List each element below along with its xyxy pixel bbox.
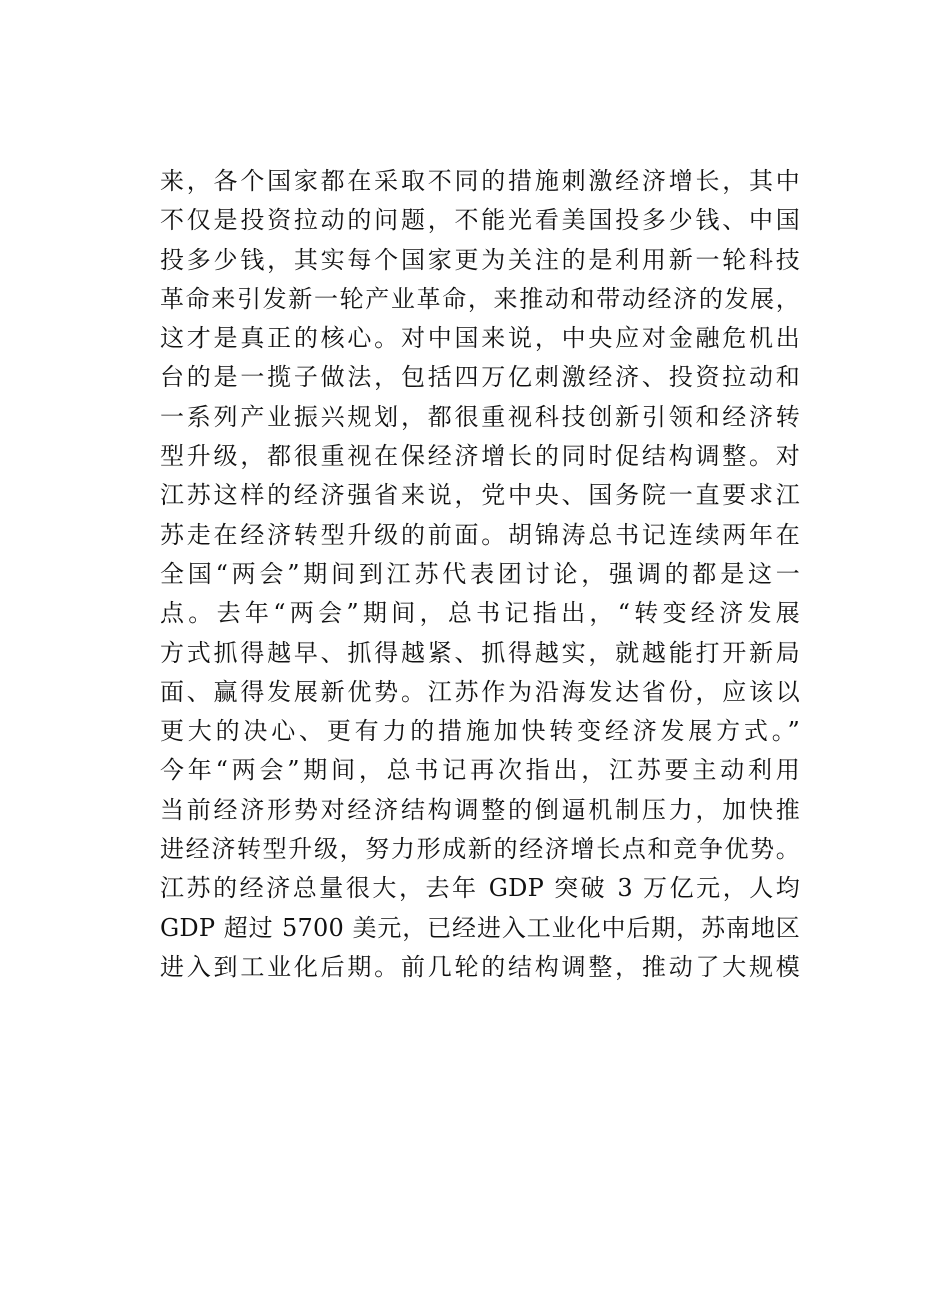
text-line: 江苏的经济总量很大，去年 GDP 突破 3 万亿元，人均	[160, 874, 800, 903]
text-line: 今年“两会”期间，总书记再次指出，江苏要主动利用	[160, 756, 800, 785]
text-line: 来，各个国家都在采取不同的措施刺激经济增长，其中	[160, 167, 800, 195]
text-line: 点。去年“两会”期间，总书记指出，“转变经济发展	[160, 599, 800, 628]
text-line: 进经济转型升级，努力形成新的经济增长点和竞争优势。	[160, 835, 800, 864]
text-line: 更大的决心、更有力的措施加快转变经济发展方式。”	[160, 717, 800, 746]
text-line: 型升级，都很重视在保经济增长的同时促结构调整。对	[160, 442, 800, 471]
text-line: 进入到工业化后期。前几轮的结构调整，推动了大规模	[160, 952, 800, 981]
text-line: 这才是真正的核心。对中国来说，中央应对金融危机出	[160, 324, 800, 353]
text-line: 江苏这样的经济强省来说，党中央、国务院一直要求江	[160, 481, 800, 510]
text-line: 不仅是投资拉动的问题，不能光看美国投多少钱、中国	[160, 206, 800, 235]
body-text	[160, 162, 800, 987]
text-line: 一系列产业振兴规划，都很重视科技创新引领和经济转	[160, 402, 800, 431]
text-line: 革命来引发新一轮产业革命，来推动和带动经济的发展，	[160, 284, 800, 313]
text-line: 台的是一揽子做法，包括四万亿刺激经济、投资拉动和	[160, 363, 800, 392]
text-line: 苏走在经济转型升级的前面。胡锦涛总书记连续两年在	[160, 520, 800, 549]
text-line: 全国“两会”期间到江苏代表团讨论，强调的都是这一	[160, 559, 800, 588]
text-line: 当前经济形势对经济结构调整的倒逼机制压力，加快推	[160, 795, 800, 824]
text-line: 面、赢得发展新优势。江苏作为沿海发达省份，应该以	[160, 677, 800, 706]
text-line: 方式抓得越早、抓得越紧、抓得越实，就越能打开新局	[160, 638, 800, 667]
text-line: GDP 超过 5700 美元，已经进入工业化中后期，苏南地区	[160, 913, 800, 942]
text-line: 投多少钱，其实每个国家更为关注的是利用新一轮科技	[160, 245, 800, 274]
